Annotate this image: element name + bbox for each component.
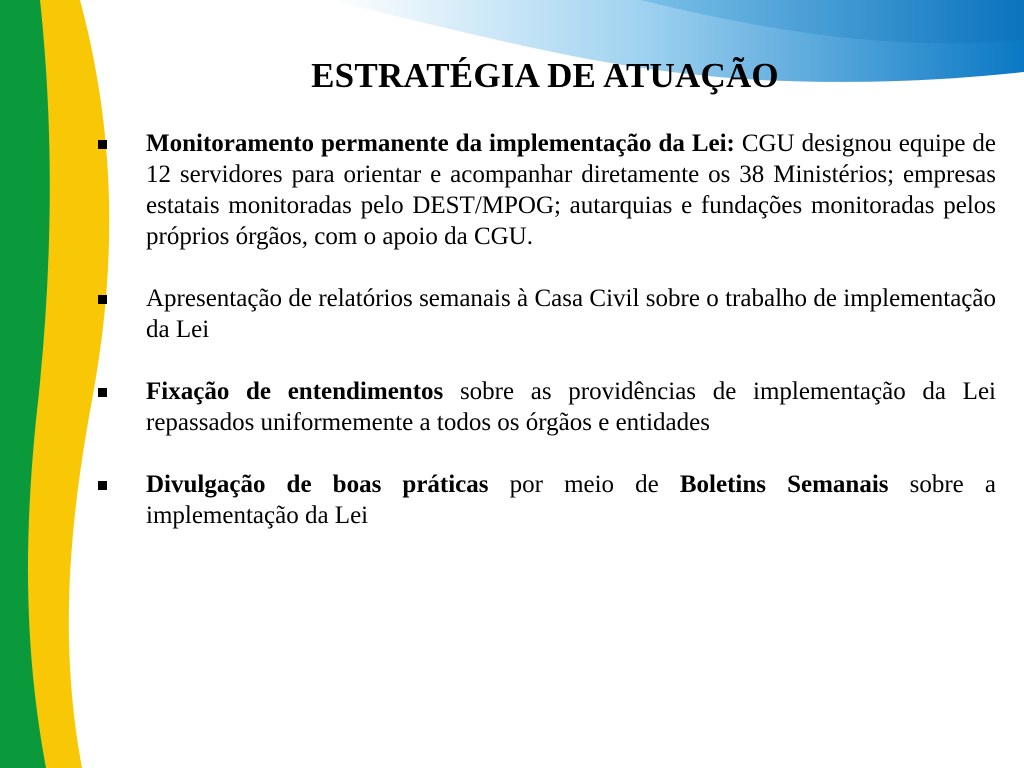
bullet-bold-run: Boletins Semanais [679,471,889,498]
bullet-good-practices [96,469,996,531]
bullet-text [146,285,996,343]
bullet-list [96,128,996,562]
bullet-run: sobre as providências de implementação da Lei repassados uniformemente a todos os órgãos e entidades [146,378,996,436]
bullet-monitoring [96,128,996,252]
bullet-bold-run: Monitoramento permanente da implementação da Lei: [146,130,735,157]
bullet-run: por meio de [488,471,680,498]
bullet-bold-run: Divulgação de boas práticas [146,471,489,498]
bullet-run: Apresentação de relatórios semanais à Casa Civil sobre o trabalho de implementação da Lei [146,285,996,343]
bullet-text [146,130,996,250]
slide-title: ESTRATÉGIA DE ATUAÇÃO [311,56,779,95]
bullet-run: sobre a implementação da Lei [146,471,996,529]
bullet-text [146,378,996,436]
bullet-bold-run: Fixação de entendimentos [146,378,444,405]
bullet-text [146,471,996,529]
bullet-understandings [96,376,996,438]
bullet-weekly-reports [96,283,996,345]
bullet-run: CGU designou equipe de 12 servidores para orientar e acompanhar diretamente os 38 Ministérios; empresas estatais monitoradas pelo DEST/MPOG; autarquias e fundações monitoradas pelos próprios órgãos, com o apoio da CGU. [146,130,996,250]
